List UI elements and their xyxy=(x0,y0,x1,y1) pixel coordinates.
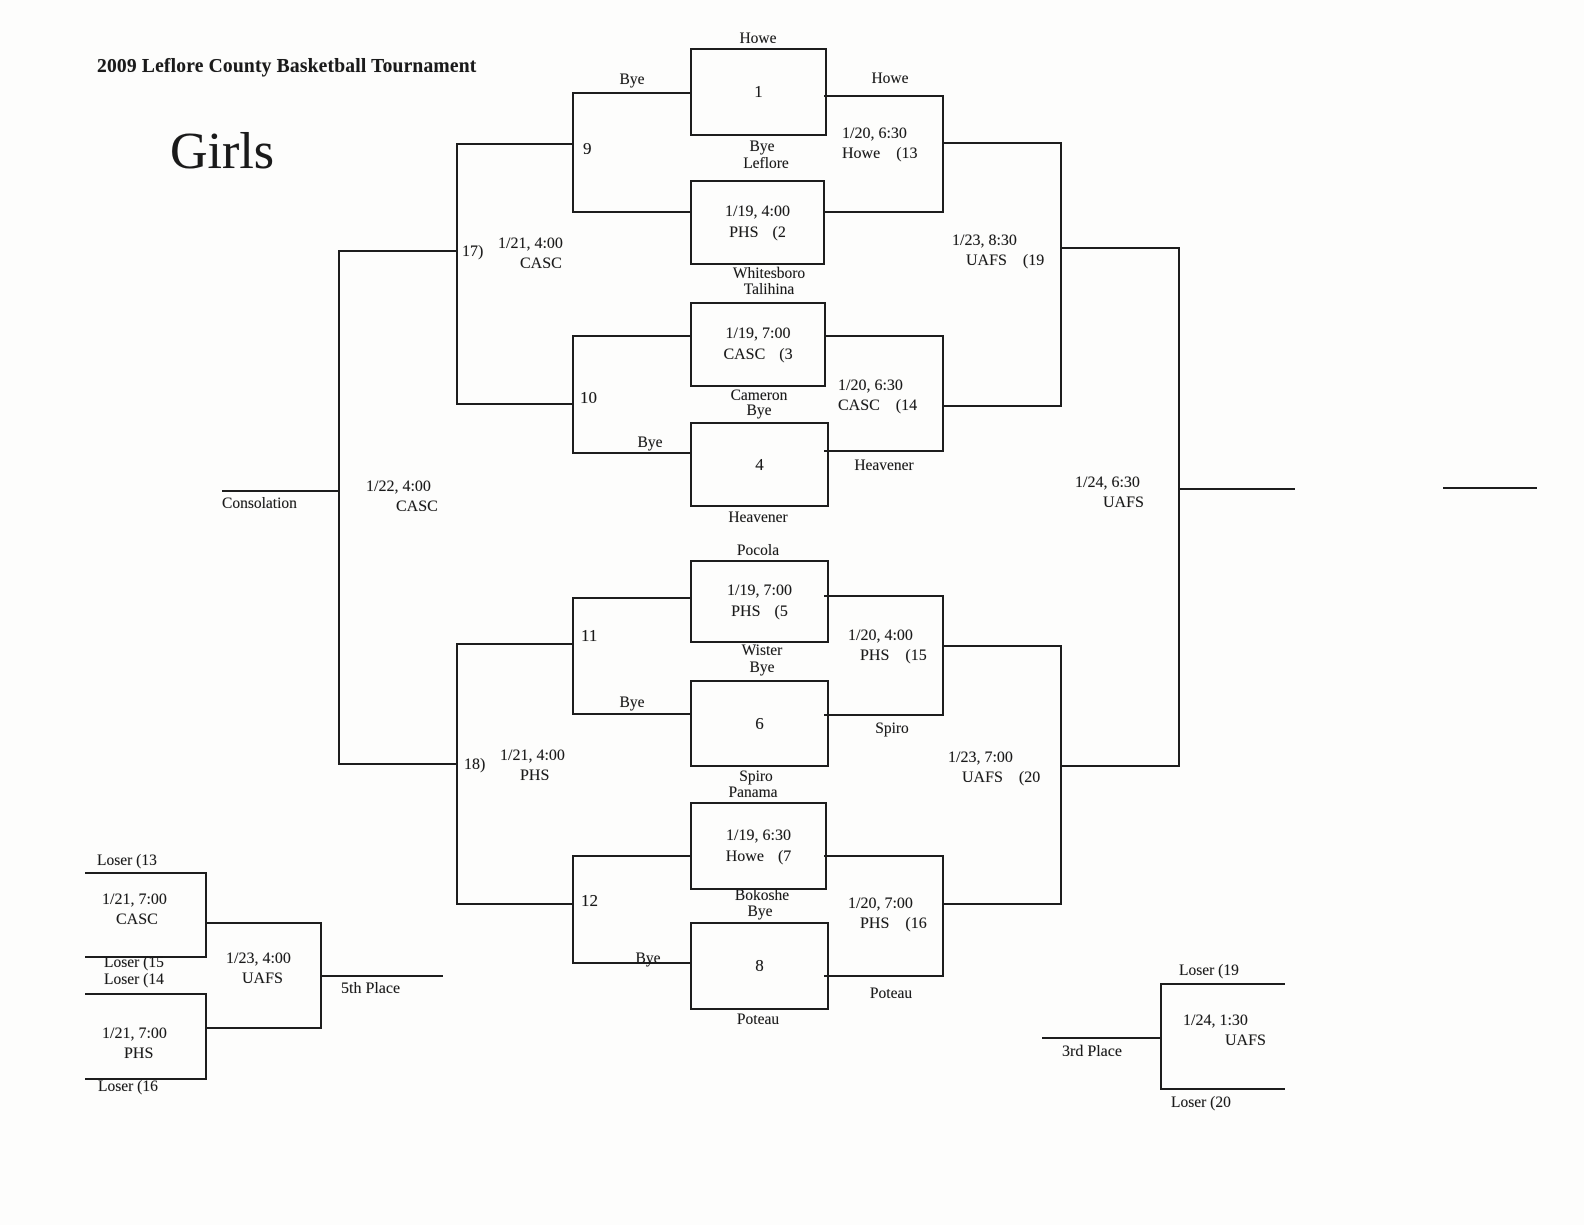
game-time: 1/21, 7:00 xyxy=(102,891,167,908)
game-box-4 xyxy=(690,422,829,507)
team-label-howe: Howe xyxy=(739,30,777,47)
game-time: 1/19, 7:00 xyxy=(727,582,792,599)
winner-line-game20 xyxy=(1060,765,1180,767)
loser-line-game3 xyxy=(572,335,692,337)
game-time: 1/24, 1:30 xyxy=(1183,1012,1248,1029)
winner-label-spiro: Spiro xyxy=(875,720,909,737)
game16-schedule xyxy=(848,894,927,933)
loser-line-game7 xyxy=(572,855,692,857)
bracket-game12 xyxy=(572,855,574,964)
winner-line-game12 xyxy=(456,903,574,905)
team-label-wister: Wister xyxy=(741,642,783,659)
bracket-game19 xyxy=(1060,142,1062,407)
game-time: 1/21, 7:00 xyxy=(102,1025,167,1042)
game-time: 1/21, 4:00 xyxy=(500,747,565,764)
game-tag: (2 xyxy=(772,224,786,241)
winner-label-heavener: Heavener xyxy=(854,457,914,474)
championship-line-extension xyxy=(1443,487,1537,489)
fifth-gameA-bracket xyxy=(205,872,207,958)
game-tag: (15 xyxy=(905,646,927,664)
loser-line-game2 xyxy=(572,211,692,213)
game-tag: (3 xyxy=(779,346,793,363)
game-site: UAFS xyxy=(1225,1031,1266,1049)
game-time: 1/21, 4:00 xyxy=(498,235,563,252)
game-site: CASC xyxy=(723,346,766,363)
game20-schedule xyxy=(948,748,1040,787)
fifth-place-winner-line xyxy=(320,975,443,977)
fifth-gameA-winner-line xyxy=(205,922,322,924)
winner-line-game13 xyxy=(942,142,1062,144)
game-tag: (19 xyxy=(1022,251,1045,269)
winner-line-game17 xyxy=(338,250,458,252)
bracket-game10 xyxy=(572,335,574,454)
bracket-game9 xyxy=(572,92,574,213)
game-box-3 xyxy=(690,302,826,387)
game-site: UAFS xyxy=(962,768,1003,786)
winner-line-game18 xyxy=(338,763,458,765)
game-time: 1/23, 4:00 xyxy=(226,950,291,967)
loser-line-game1 xyxy=(572,92,692,94)
fifth-gameB-bracket xyxy=(205,993,207,1080)
game-site: UAFS xyxy=(1103,493,1144,511)
team-label-panama: Panama xyxy=(728,784,778,801)
winner-line-game19 xyxy=(1060,247,1180,249)
loser-line-game5 xyxy=(572,597,692,599)
winner-line-game11 xyxy=(456,643,574,645)
winner-line-game8 xyxy=(824,975,942,977)
game-site: CASC xyxy=(116,910,158,928)
team-label-poteau: Poteau xyxy=(736,1011,780,1028)
championship-schedule xyxy=(1075,473,1144,512)
game19-schedule xyxy=(952,231,1044,270)
game-tag: (16 xyxy=(905,914,927,932)
team-label-pocola: Pocola xyxy=(736,542,780,559)
game-number: 6 xyxy=(755,713,764,733)
fifth-gameB-top-line xyxy=(85,993,207,995)
team-label-leflore: Leflore xyxy=(743,155,789,172)
winner-line-game3 xyxy=(824,335,942,337)
game-site: CASC xyxy=(838,396,880,414)
game-box-5 xyxy=(690,560,829,643)
division-label: Girls xyxy=(170,123,274,180)
winner-line-game16 xyxy=(942,903,1062,905)
bye-label-game1: Bye xyxy=(619,71,645,88)
bracket-consolation-final xyxy=(338,250,340,765)
loser-line-game4 xyxy=(572,452,692,454)
bracket-game20 xyxy=(1060,645,1062,905)
fifth-final-schedule xyxy=(226,949,291,988)
bracket-game11 xyxy=(572,597,574,715)
game-time: 1/23, 8:30 xyxy=(952,232,1017,249)
team-label-bye-4: Bye xyxy=(746,402,772,419)
game-box-2 xyxy=(690,180,825,265)
third-seed-loser19: Loser (19 xyxy=(1179,962,1239,979)
fifth-place-label: 5th Place xyxy=(341,980,401,997)
team-label-bye-1: Bye xyxy=(749,138,775,155)
bracket-game15 xyxy=(942,595,944,716)
fifth-seed-loser13: Loser (13 xyxy=(97,852,157,869)
loser-line-game8 xyxy=(572,962,692,964)
consolation-label: Consolation xyxy=(222,495,297,512)
third-place-winner-line xyxy=(1042,1037,1162,1039)
team-label-bokoshe: Bokoshe xyxy=(734,887,790,904)
game-box-7 xyxy=(690,802,827,890)
consolation-final-schedule xyxy=(366,477,438,516)
winner-label-howe: Howe xyxy=(871,70,909,87)
game-site: PHS xyxy=(729,224,759,241)
loser-line-game6 xyxy=(572,713,692,715)
game-site: CASC xyxy=(520,254,562,272)
game-tag: (13 xyxy=(896,144,918,162)
game-site: UAFS xyxy=(966,251,1007,269)
team-label-bye-8: Bye xyxy=(747,903,773,920)
fifth-gameA-schedule xyxy=(102,890,167,929)
game-site: Howe xyxy=(842,144,881,162)
game17-number: 17) xyxy=(462,243,484,260)
third-schedule xyxy=(1183,1011,1266,1050)
third-bottom-line xyxy=(1160,1088,1285,1090)
fifth-gameB-schedule xyxy=(102,1024,167,1063)
team-label-talihina: Talihina xyxy=(743,281,795,298)
game9-number: 9 xyxy=(583,139,592,158)
fifth-seed-loser14: Loser (14 xyxy=(104,971,164,988)
game13-schedule xyxy=(842,124,918,163)
winner-line-game15 xyxy=(942,645,1062,647)
winner-line-game14 xyxy=(942,405,1062,407)
game-time: 1/19, 4:00 xyxy=(725,203,790,220)
game-site: Howe xyxy=(725,847,764,865)
winner-line-game2 xyxy=(824,211,942,213)
game18-number: 18) xyxy=(464,756,486,773)
game-time: 1/20, 6:30 xyxy=(842,125,907,142)
game-number: 4 xyxy=(755,454,764,474)
game-box-6 xyxy=(690,680,829,767)
game-tag: (5 xyxy=(774,603,788,620)
game-box-8 xyxy=(690,922,829,1010)
bye-label-game6: Bye xyxy=(619,694,645,711)
bracket-game18 xyxy=(456,643,458,905)
third-place-label: 3rd Place xyxy=(1062,1043,1122,1060)
game15-schedule xyxy=(848,626,927,665)
team-label-spiro: Spiro xyxy=(739,768,773,785)
game-tag: (20 xyxy=(1018,768,1041,786)
championship-winner-line xyxy=(1178,488,1295,490)
bracket-game16 xyxy=(942,855,944,977)
game-time: 1/19, 7:00 xyxy=(725,325,791,342)
game-time: 1/20, 4:00 xyxy=(848,627,913,644)
bracket-game14 xyxy=(942,335,944,452)
fifth-gameA-top-line xyxy=(85,872,207,874)
third-top-line xyxy=(1160,983,1285,985)
winner-line-game5 xyxy=(824,595,942,597)
bracket-championship xyxy=(1178,247,1180,767)
game18-schedule xyxy=(500,746,565,785)
game-site: UAFS xyxy=(242,969,283,987)
winner-line-game1 xyxy=(824,95,942,97)
bye-label-game8: Bye xyxy=(635,950,661,967)
game-site: PHS xyxy=(731,603,761,620)
game14-schedule xyxy=(838,376,917,415)
team-label-heavener: Heavener xyxy=(728,509,788,526)
game-time: 1/19, 6:30 xyxy=(726,826,791,844)
game-time: 1/20, 7:00 xyxy=(848,895,913,912)
bracket-game17 xyxy=(456,143,458,405)
game-site: PHS xyxy=(860,914,890,932)
game-time: 1/23, 7:00 xyxy=(948,749,1013,766)
fifth-seed-loser16: Loser (16 xyxy=(98,1078,158,1095)
game-site: CASC xyxy=(396,497,438,515)
game-site: PHS xyxy=(520,766,550,784)
game-tag: (7 xyxy=(777,847,792,865)
game17-schedule xyxy=(498,234,563,273)
page-title: 2009 Leflore County Basketball Tournament xyxy=(97,56,477,77)
bracket-game13 xyxy=(942,95,944,213)
game10-number: 10 xyxy=(580,388,597,407)
fifth-seed-loser15: Loser (15 xyxy=(104,954,164,971)
game-time: 1/20, 6:30 xyxy=(838,377,903,394)
winner-label-poteau: Poteau xyxy=(869,985,913,1002)
consolation-winner-line xyxy=(222,490,340,492)
game-number: 1 xyxy=(754,82,763,101)
third-seed-loser20: Loser (20 xyxy=(1171,1094,1231,1111)
winner-line-game9 xyxy=(456,143,574,145)
game-site: PHS xyxy=(860,646,890,664)
team-label-whitesboro: Whitesboro xyxy=(732,265,806,282)
game-time: 1/24, 6:30 xyxy=(1075,474,1140,491)
team-label-cameron: Cameron xyxy=(730,387,788,404)
game12-number: 12 xyxy=(581,891,598,910)
game-time: 1/22, 4:00 xyxy=(366,478,431,495)
fifth-gameB-winner-line xyxy=(205,1027,322,1029)
winner-line-game6 xyxy=(824,714,942,716)
bye-label-game4: Bye xyxy=(637,434,663,451)
winner-line-game7 xyxy=(824,855,942,857)
game-box-1 xyxy=(690,48,827,136)
winner-line-game10 xyxy=(456,403,574,405)
game-number: 8 xyxy=(755,956,764,975)
team-label-bye-6: Bye xyxy=(749,659,775,676)
game-site: PHS xyxy=(124,1044,154,1062)
game11-number: 11 xyxy=(581,626,598,645)
game-tag: (14 xyxy=(895,396,918,414)
winner-line-game4 xyxy=(824,450,942,452)
